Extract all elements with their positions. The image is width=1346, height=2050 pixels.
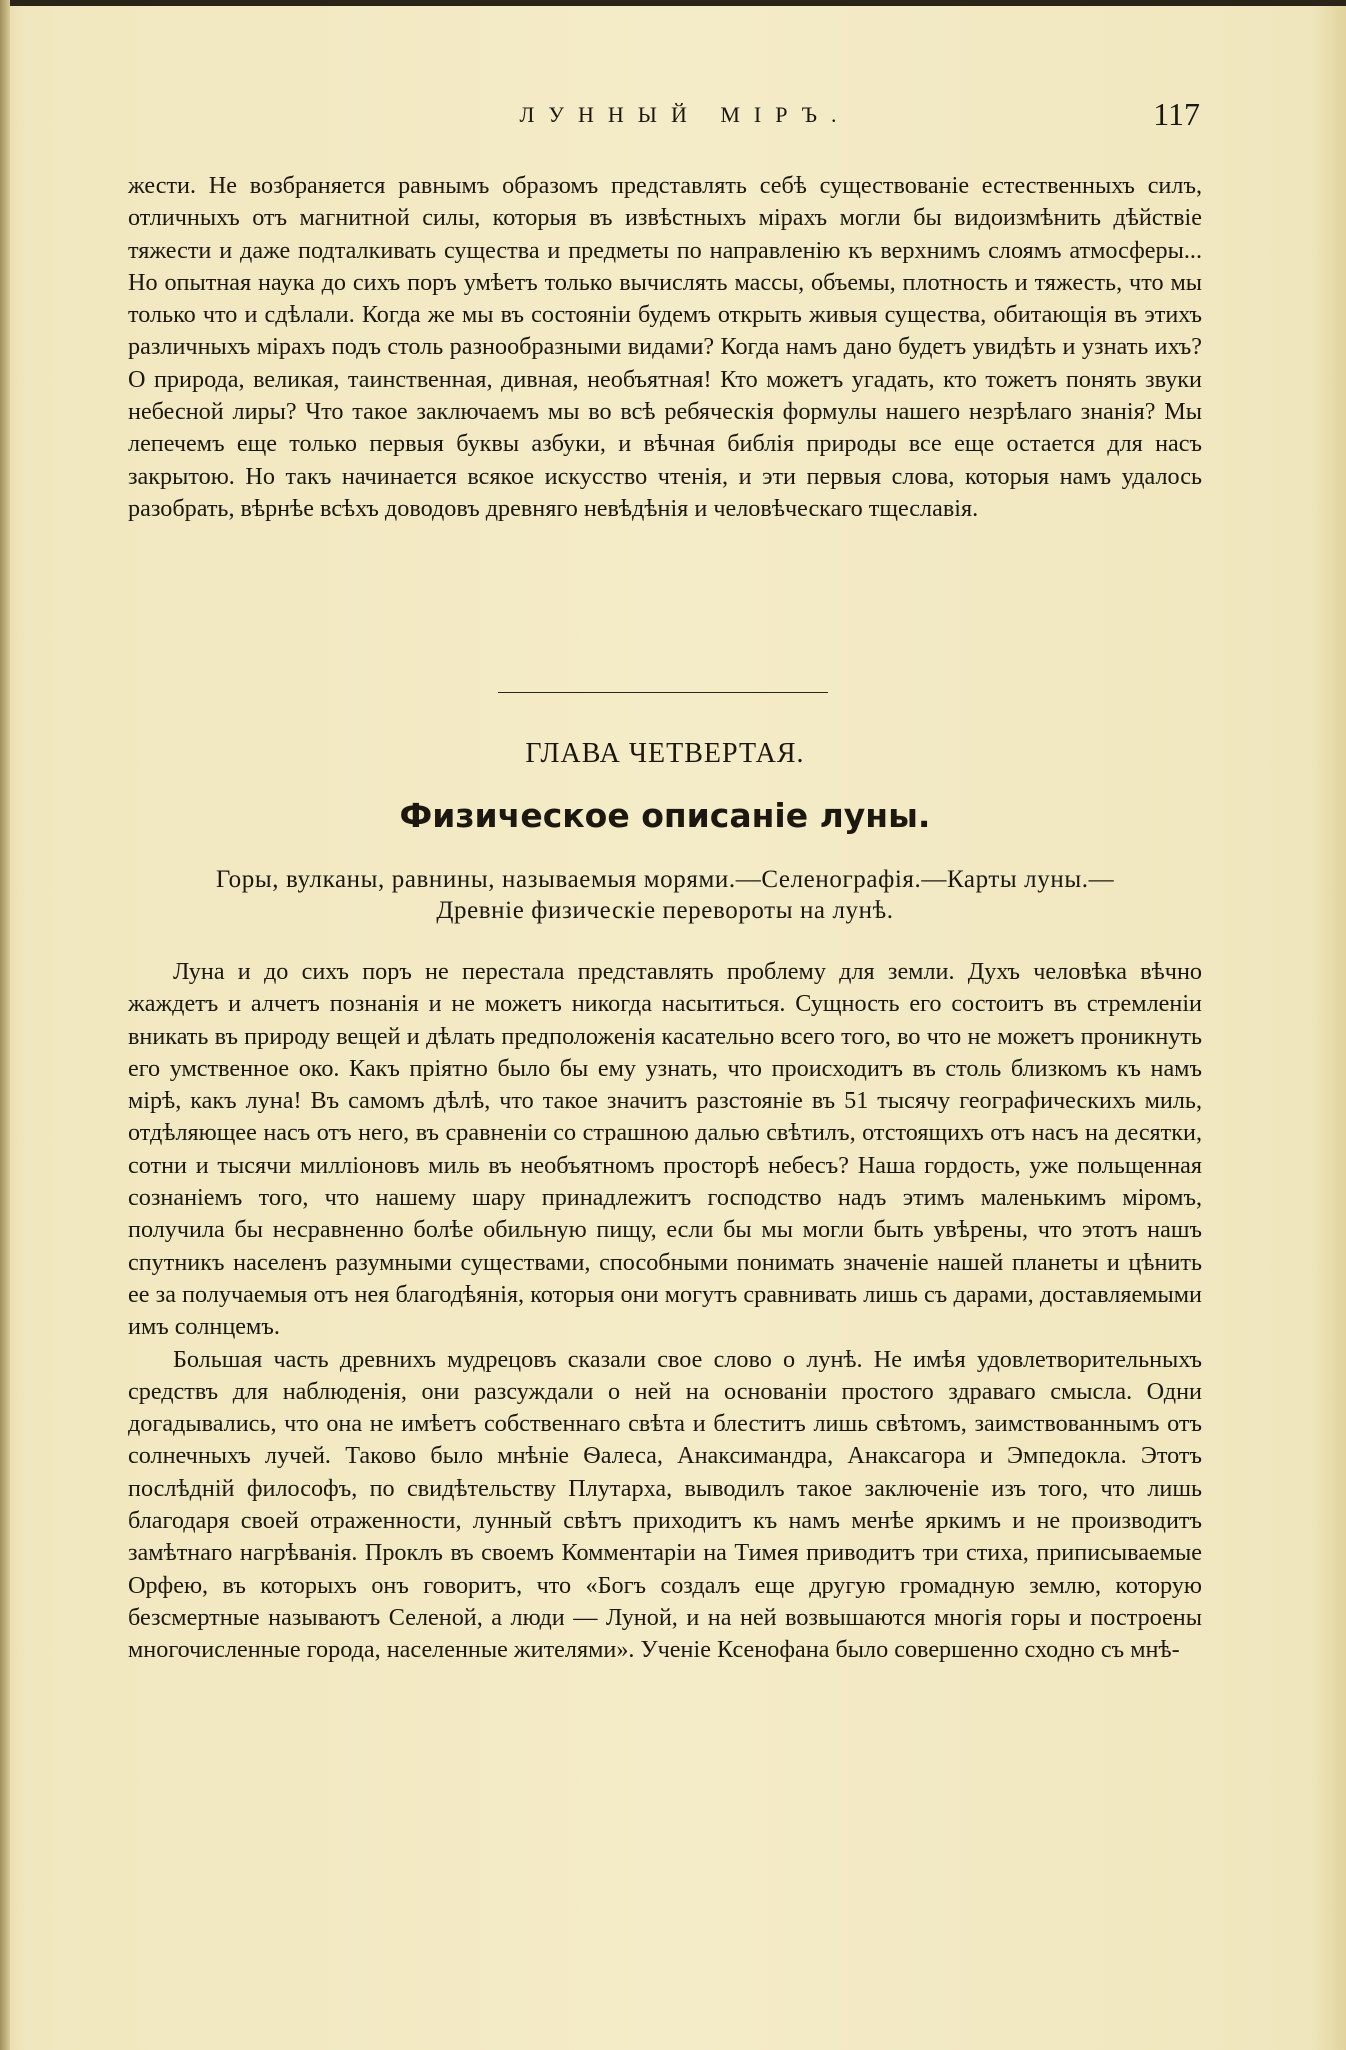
left-binding-edge <box>0 0 10 2050</box>
chapter-summary-line: Горы, вулканы, равнины, называемыя морями.—Селенографія.—Карты луны.— <box>215 866 1115 893</box>
page-number: 117 <box>1153 96 1200 132</box>
paragraph: Луна и до сихъ поръ не перестала представлять проблему для земли. Духъ человѣка вѣчно жаждетъ и алчетъ познанія и не можетъ никогда насытиться. Сущность его состоитъ въ стремленіи вникать въ природу вещей и дѣлать предположенія касательно всего того, во что не можетъ проникнуть его умственное око. Какъ пріятно было бы ему узнать, что происходитъ въ столь близкомъ къ намъ мірѣ, какъ луна! Въ самомъ дѣлѣ, что такое значитъ разстояніе въ 51 тысячу географическихъ миль, отдѣляющее насъ отъ него, въ сравненіи со страшною далью свѣтилъ, отстоящихъ отъ насъ на десятки, сотни и тысячи милліоновъ миль въ необъятномъ просторѣ небесъ? Наша гордость, уже польщенная сознаніемъ того, что нашему шару принадлежитъ господство надъ этимъ маленькимъ міромъ, получила бы несравненно болѣе обильную пищу, если бы мы могли быть увѣрены, что этотъ нашъ спутникъ населенъ разумными существами, способными понимать значеніе нашей планеты и цѣнить ее за получаемыя отъ нея благодѣянія, которыя они могутъ сравнивать лишь съ дарами, доставляемыми имъ солнцемъ. <box>128 958 1202 1341</box>
top-edge <box>0 0 1346 6</box>
chapter-title: Физическое описаніе луны. <box>399 796 931 835</box>
paragraph: Большая часть древнихъ мудрецовъ сказали свое слово о лунѣ. Не имѣя удовлетворительныхъ средствъ для наблюденія, они разсуждали о ней на основаніи простого здраваго смысла. Одни догадывались, что она не имѣетъ собственнаго свѣта и блеститъ лишь свѣтомъ, заимствованнымъ отъ солнечныхъ лучей. Таково было мнѣніе Ѳалеса, Анаксимандра, Анаксагора и Эмпедокла. Этотъ послѣдній философъ, по свидѣтельству Плутарха, выводилъ такое заключеніе изъ того, что лишь благодаря своей отраженности, лунный свѣтъ приходитъ къ намъ менѣе яркимъ и не производитъ замѣтнаго нагрѣванія. Проклъ въ своемъ Комментаріи на Тимея приводитъ три стиха, приписываемые Орфею, въ которыхъ онъ говоритъ, что «Богъ создалъ еще другую громадную землю, которую безсмертные называютъ Селеной, а люди — Луной, и на ней возвышаются многія горы и построены многочисленные города, населенные жителями». Ученіе Ксенофана было совершенно сходно съ мнѣ- <box>128 1345 1202 1664</box>
chapter-summary <box>128 864 1202 926</box>
paragraph: жести. Не возбраняется равнымъ образомъ представлять себѣ существованіе естественныхъ силъ, отличныхъ отъ магнитной силы, которыя въ извѣстныхъ мірахъ могли бы видоизмѣнить дѣйствіе тяжести и даже подталкивать существа и предметы по направленію къ верхнимъ слоямъ атмосферы... Но опытная наука до сихъ поръ умѣетъ только вычислять массы, объемы, плотность и тяжесть, что мы только что и сдѣлали. Когда же мы въ состояніи будемъ открыть живыя существа, обитающія въ этихъ различныхъ мірахъ подъ столь разнообразными видами? Когда намъ дано будетъ увидѣть и узнать ихъ? О природа, великая, таинственная, дивная, необъятная! Кто можетъ угадать, кто тожетъ понять звуки небесной лиры? Что такое заключаемъ мы во всѣ ребяческія формулы нашего незрѣлаго знанія? Мы лепечемъ еще только первыя буквы азбуки, и вѣчная библія природы все еще остается для насъ закрытою. Но такъ начинается всякое искусство чтенія, и эти первыя слова, которыя намъ удалось разобрать, вѣрнѣе всѣхъ доводовъ древняго невѣдѣнія и человѣческаго тщеславія. <box>128 172 1202 522</box>
running-header <box>170 96 1200 136</box>
chapter-body <box>128 956 1202 1667</box>
running-title: ЛУННЫЙ МІРЪ. <box>519 102 851 127</box>
section-divider <box>498 692 828 693</box>
chapter-heading: ГЛАВА ЧЕТВЕРТАЯ. <box>525 738 805 769</box>
chapter-summary-line: Древніе физическіе перевороты на лунѣ. <box>436 897 894 924</box>
continued-paragraph <box>128 170 1202 525</box>
